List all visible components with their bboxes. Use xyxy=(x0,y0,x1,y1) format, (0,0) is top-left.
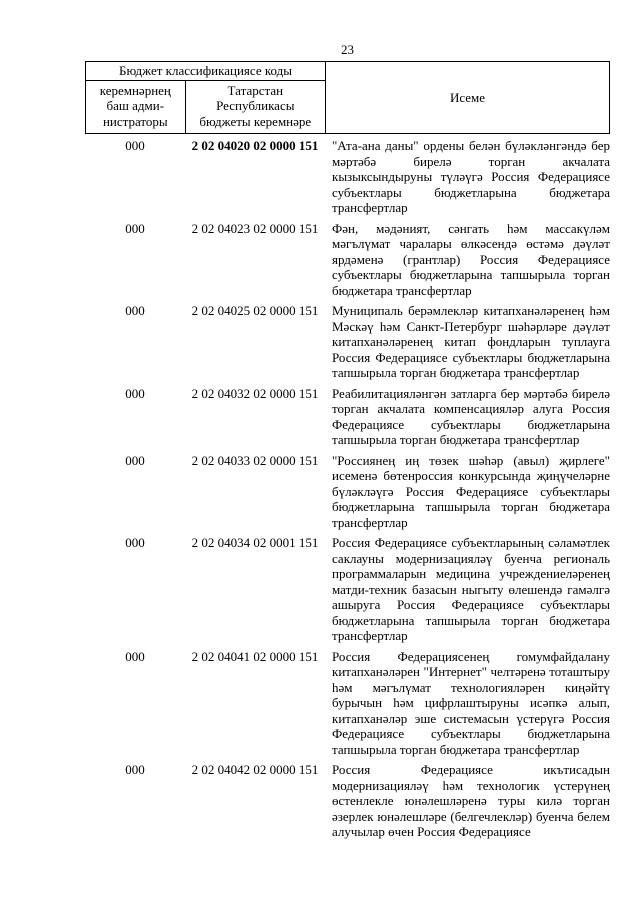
transfer-name-cell: Россия Федерациясе икътисадын модернизацияләү һәм технологик үстерүнең өстенлекле юнәлешләренә туры килә торган әзерлек юнәлешләре (белгечлекләр) буенча белем алучылар өчен Россия Федерациясе xyxy=(332,762,610,839)
header-group-cell xyxy=(86,62,326,133)
table-row xyxy=(85,386,610,448)
transfer-name-cell: Фән, мәдәният, сәнгать һәм массакүләм мәгълүмат чаралары өлкәсендә өстәмә дәүләт ярдәменә (грантлар) Россия Федерациясе субъектлары бюджетларына тапшырыла торган бюджетара трансфертлар xyxy=(332,220,610,298)
transfer-name-cell: "Россиянең иң төзек шәһәр (авыл) җирлеге" исеменә бөтенроссия конкурсында җиңүчеләрне бүләкләүгә Россия Федерациясе субъектлары бюджетларына тапшырыла торган бюджетара трансфертлар xyxy=(332,452,610,530)
table-row xyxy=(85,453,610,531)
admin-code-cell: 000 xyxy=(125,138,145,153)
table-row xyxy=(85,221,610,299)
transfer-name-cell: Реабилитацияләнгән затларга бер мәртәбә бирелә торган акчалата компенсацияләр алуга Россия Федерациясе субъектлары бюджетларына тапшырыла торган бюджетара трансфертлар xyxy=(332,385,610,447)
transfer-name-cell: "Ата-ана даны" ордены белән бүләкләнгәндә бер мәртәбә бирелә торган акчалата кызыксындыруны түләүгә Россия Федерациясе субъектлары бюджетларына бюджетара трансфертлар xyxy=(332,138,610,215)
budget-code-cell: 2 02 04033 02 0000 151 xyxy=(191,452,319,468)
header-subcolumns xyxy=(86,81,325,134)
admin-code-cell: 000 xyxy=(125,303,145,318)
table-body xyxy=(85,138,610,840)
budget-code-cell: 2 02 04020 02 0000 151 xyxy=(191,138,319,153)
admin-code-cell: 000 xyxy=(125,762,145,777)
budget-code-cell: 2 02 04023 02 0000 151 xyxy=(191,220,319,236)
admin-code-cell: 000 xyxy=(125,648,145,664)
header-name-column: Исеме xyxy=(449,89,486,105)
page-number: 23 xyxy=(341,42,354,57)
budget-code-cell: 2 02 04041 02 0000 151 xyxy=(191,648,319,664)
header-code-column: Татарстан Республикасы бюджеты керемнәре xyxy=(199,82,312,129)
table-row xyxy=(85,762,610,840)
transfer-name-cell: Россия Федерациясенең гомумфайдалану китапханәләрен "Интернет" челтәренә тоташтыру һәм мәгълүмат технологияләрен киңәйтү бурычын һәм цифрлаштыруны исәпкә алып, китапханәләр эше системасын үстерүгә Россия Федерациясе субъектлары бюджетларына тапшырыла торган бюджетара трансфертлар xyxy=(332,648,610,757)
admin-code-cell: 000 xyxy=(125,385,145,401)
admin-code-cell: 000 xyxy=(125,220,145,236)
admin-code-cell: 000 xyxy=(125,452,145,468)
table-row xyxy=(85,303,610,381)
budget-code-cell: 2 02 04042 02 0000 151 xyxy=(191,762,319,777)
header-group-title: Бюджет классификациясе коды xyxy=(86,62,325,81)
admin-code-cell: 000 xyxy=(125,535,145,550)
budget-codes-table xyxy=(85,61,610,845)
budget-code-cell: 2 02 04032 02 0000 151 xyxy=(191,385,319,401)
table-row xyxy=(85,535,610,644)
budget-code-cell: 2 02 04034 02 0001 151 xyxy=(191,535,319,550)
table-header xyxy=(85,61,610,134)
header-admin-column: керемнәрнең баш адми-нистраторы xyxy=(86,81,186,134)
transfer-name-cell: Муниципаль берәмлекләр китапханәләренең һәм Мәскәү һәм Санкт-Петербург шәһәрләре дәүләт китапханәләренең китап фондларын туплауга Россия Федерациясе субъектлары бюджетларына тапшырыла торган бюджетара трансфертлар xyxy=(332,303,610,380)
table-row xyxy=(85,649,610,758)
transfer-name-cell: Россия Федерациясе субъектларының сәламәтлек саклауны модернизацияләү буенча региональ программаларын медицина учреждениеләренең матди-техник базасын ныгыту өлешендә гамәлгә ашыруга Россия Федерациясе субъектлары бюджетларына тапшырыла торган бюджетара трансфертлар xyxy=(332,535,610,643)
budget-code-cell: 2 02 04025 02 0000 151 xyxy=(191,303,319,318)
table-row xyxy=(85,138,610,216)
